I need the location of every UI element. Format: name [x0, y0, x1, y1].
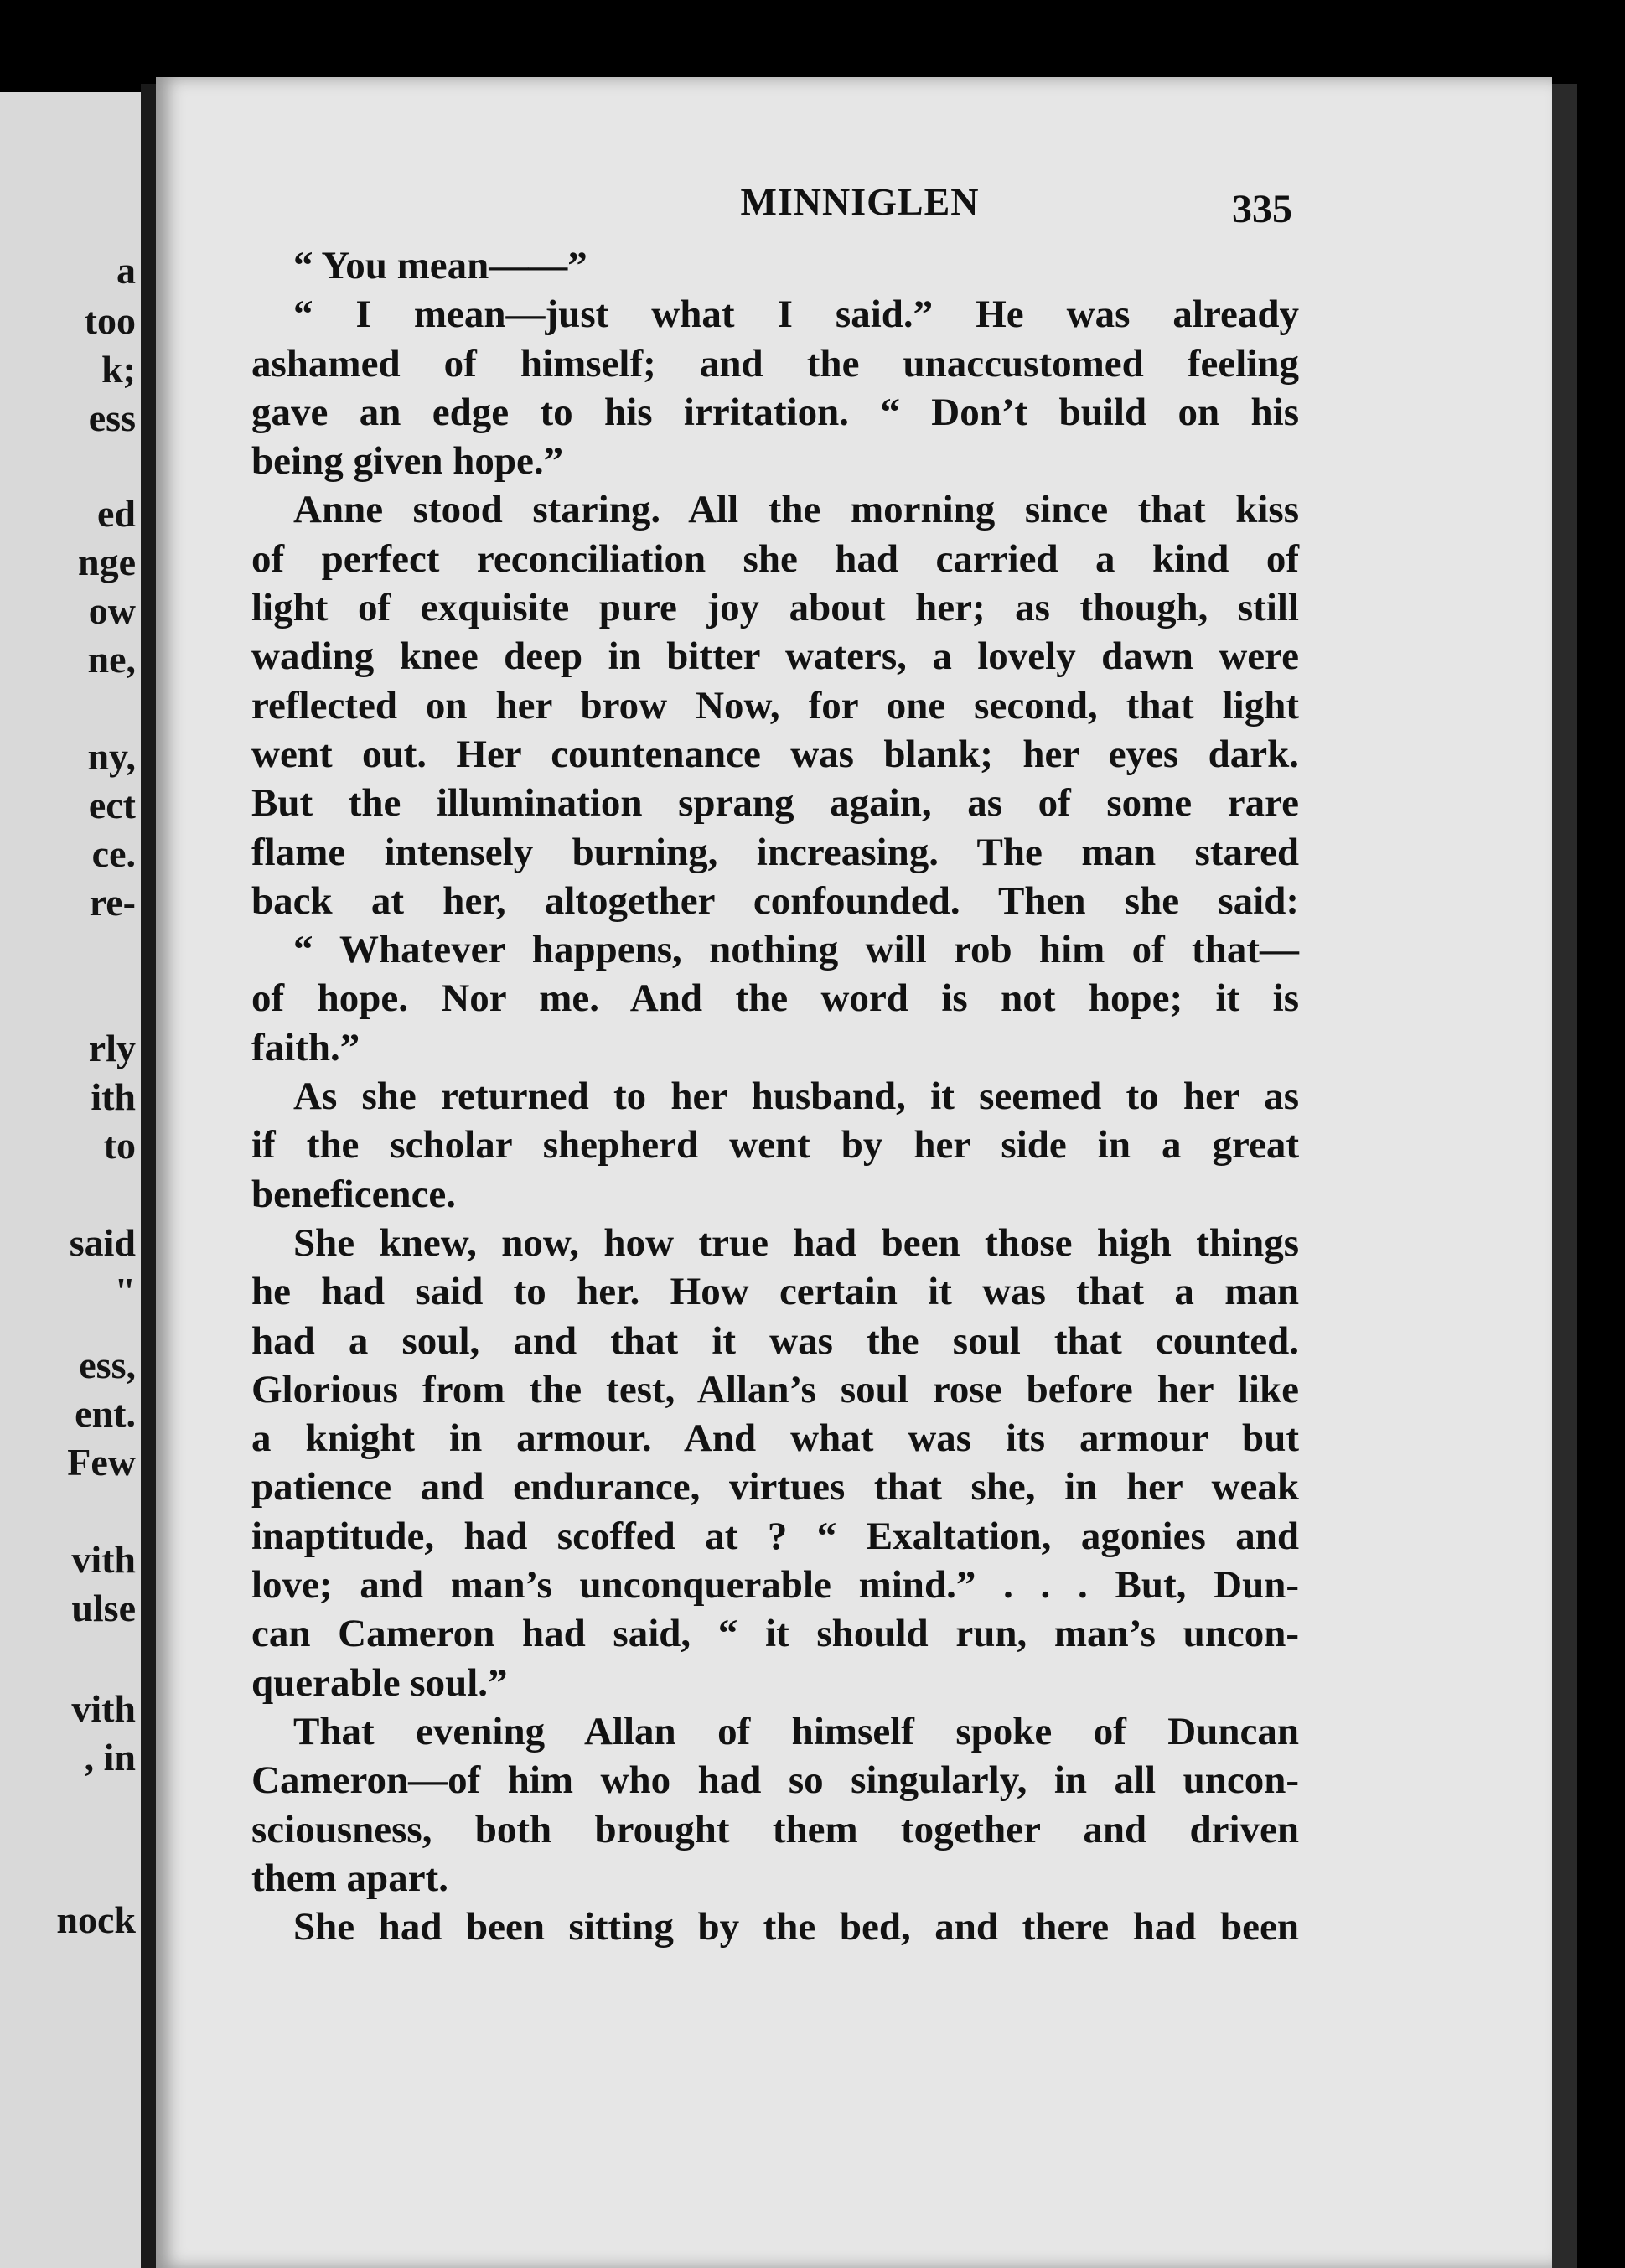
facing-page-fragment: [0, 92, 141, 2268]
text-line: wading knee deep in bitter waters, a lovely dawn were: [251, 634, 1299, 679]
text-line: “ You mean——”: [293, 244, 587, 287]
text-line: Anne stood staring. All the morning since that kiss: [293, 488, 1299, 532]
facing-page-text: ce.: [91, 832, 136, 875]
facing-page-text: ny,: [87, 735, 136, 778]
text-line: flame intensely burning, increasing. The man stared: [251, 830, 1299, 874]
facing-page-text: nge: [78, 541, 136, 583]
text-line: She had been sitting by the bed, and there had been: [293, 1905, 1299, 1950]
facing-page-text: ed: [97, 492, 136, 535]
text-line: back at her, altogether confounded. Then she said:: [251, 878, 1299, 923]
facing-page-text: ": [114, 1270, 136, 1313]
text-line: being given hope.”: [251, 439, 564, 484]
facing-page-text: re-: [89, 881, 136, 924]
text-line: “ I mean—just what I said.” He was already: [293, 293, 1299, 337]
text-line: love; and man’s unconquerable mind.” . . . But, Dun-: [251, 1563, 1299, 1608]
text-line: reflected on her brow Now, for one second, that light: [251, 683, 1299, 728]
text-line: beneficence.: [251, 1172, 457, 1216]
text-line: he had said to her. How certain it was that a man: [251, 1270, 1299, 1314]
facing-page-text: vith: [71, 1687, 136, 1730]
facing-page-text: Few: [67, 1441, 136, 1484]
facing-page-text: a: [116, 249, 136, 292]
text-line: Glorious from the test, Allan’s soul rose before her like: [251, 1367, 1299, 1411]
text-line: ashamed of himself; and the unaccustomed feeling: [251, 341, 1299, 386]
text-line: of perfect reconciliation she had carried a kind of: [251, 536, 1299, 581]
text-line: sciousness, both brought them together and driven: [251, 1807, 1299, 1851]
page-number: 335: [1232, 187, 1292, 231]
facing-page-text: rly: [88, 1027, 136, 1069]
text-line: That evening Allan of himself spoke of Duncan: [293, 1709, 1299, 1753]
text-line: “ Whatever happens, nothing will rob him of that—: [293, 928, 1299, 972]
text-line: But the illumination sprang again, as of some rare: [251, 781, 1299, 826]
facing-page-text: ne,: [87, 638, 136, 681]
text-line: faith.”: [251, 1025, 360, 1069]
running-head: MINNIGLEN: [740, 180, 980, 223]
facing-page-text: to: [103, 1124, 136, 1167]
text-line: went out. Her countenance was blank; her eyes dark.: [251, 732, 1299, 776]
text-line: a knight in armour. And what was its armour but: [251, 1416, 1299, 1461]
facing-page-text: , in: [84, 1736, 136, 1779]
page-edge-shadow: [1552, 84, 1577, 2268]
facing-page-text: vith: [71, 1538, 136, 1581]
book-gutter: [141, 84, 156, 2268]
text-line: querable soul.”: [251, 1660, 508, 1705]
text-line: She knew, now, how true had been those high things: [293, 1220, 1299, 1265]
text-line: gave an edge to his irritation. “ Don’t build on his: [251, 390, 1299, 434]
text-line: can Cameron had said, “ it should run, man’s uncon-: [251, 1612, 1299, 1656]
facing-page-text: ess,: [79, 1344, 136, 1386]
text-line: Cameron—of him who had so singularly, in all uncon-: [251, 1758, 1299, 1803]
facing-page-text: ess: [88, 396, 136, 439]
body-text: [251, 241, 1299, 1951]
facing-page-text: ent.: [75, 1392, 136, 1435]
text-line: of hope. Nor me. And the word is not hope; it is: [251, 976, 1299, 1021]
text-line: had a soul, and that it was the soul that counted.: [251, 1318, 1299, 1363]
text-line: inaptitude, had scoffed at ? “ Exaltation, agonies and: [251, 1514, 1299, 1558]
facing-page-text: ulse: [71, 1587, 136, 1629]
text-line: them apart.: [251, 1856, 448, 1900]
text-line: light of exquisite pure joy about her; as though, still: [251, 586, 1299, 630]
facing-page-text: nock: [56, 1898, 136, 1941]
text-line: if the scholar shepherd went by her side in a great: [251, 1123, 1299, 1168]
facing-page-text: too: [84, 299, 136, 342]
book-page: [156, 77, 1552, 2268]
facing-page-text: k;: [101, 348, 136, 391]
facing-page-text: ow: [88, 589, 136, 632]
facing-page-text: ect: [88, 784, 136, 826]
facing-page-text: said: [69, 1221, 136, 1264]
text-line: patience and endurance, virtues that she, in her weak: [251, 1465, 1299, 1509]
facing-page-text: ith: [91, 1075, 136, 1118]
text-line: As she returned to her husband, it seemed to her as: [293, 1074, 1299, 1119]
